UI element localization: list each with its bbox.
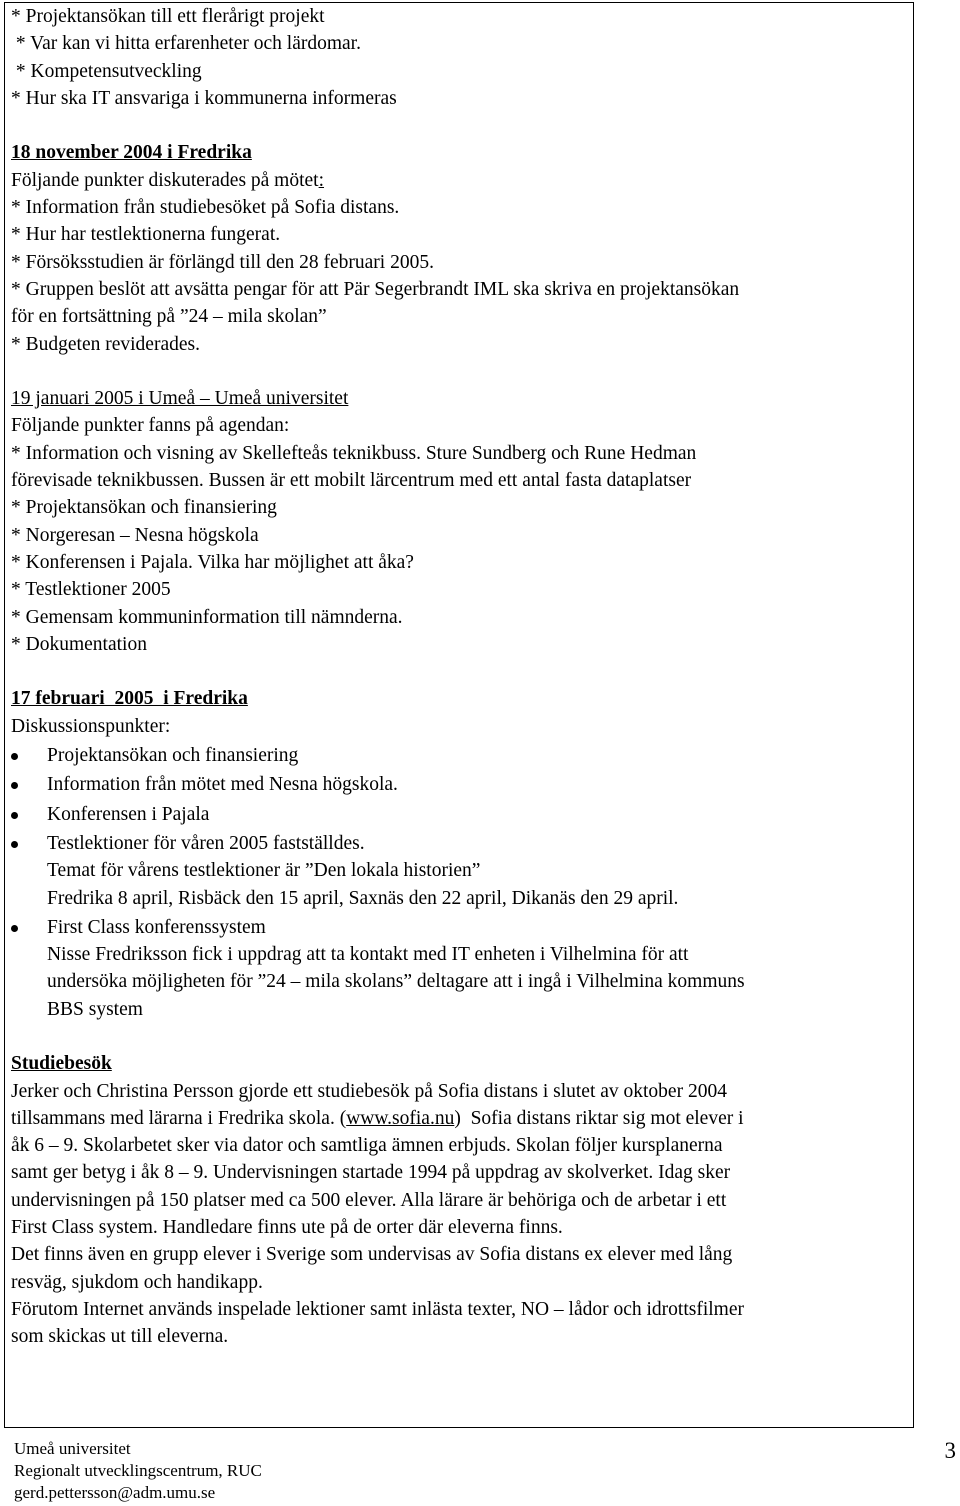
meeting-item: * Gruppen beslöt att avsätta pengar för att Pär Segerbrandt IML ska skriva en projektansökan [11, 278, 740, 300]
study-visit-line: Det finns även en grupp elever i Sverige som undervisas av Sofia distans ex elever med lång [11, 1244, 733, 1266]
discussion-list [11, 742, 906, 1023]
meeting-item: * Försöksstudien är förlängd till den 28 februari 2005. [11, 251, 434, 273]
meeting-intro-colon: : [318, 169, 325, 191]
meeting-item-continuation: förevisade teknikbussen. Bussen är ett mobilt lärcentrum med ett antal fasta dataplatser [11, 470, 692, 492]
meeting-heading-nov-2004: 18 november 2004 i Fredrika [11, 142, 252, 164]
meeting-heading-jan-2005: 19 januari 2005 i Umeå – Umeå universitet [11, 388, 349, 410]
meeting-item: * Information och visning av Skellefteås teknikbuss. Sture Sundberg och Rune Hedman [11, 442, 697, 464]
footer-email[interactable]: gerd.pettersson@adm.umu.se [14, 1483, 216, 1502]
study-visit-line: resväg, sjukdom och handikapp. [11, 1271, 263, 1293]
meeting-intro: Diskussionspunkter: [11, 715, 171, 737]
meeting-item: * Budgeten reviderades. [11, 333, 200, 355]
discussion-item-text: Projektansökan och finansiering [47, 745, 299, 767]
intro-item: * Var kan vi hitta erfarenheter och lärdomar. [11, 33, 361, 55]
bullet-icon [11, 925, 18, 932]
bullet-icon [11, 782, 18, 789]
intro-item: * Projektansökan till ett flerårigt projekt [11, 6, 325, 27]
intro-item: * Hur ska IT ansvariga i kommunerna informeras [11, 87, 397, 109]
discussion-item-text: Konferensen i Pajala [47, 803, 210, 825]
meeting-heading-feb-2005: 17 februari 2005 i Fredrika [11, 688, 248, 710]
meeting-intro: Följande punkter fanns på agendan: [11, 415, 290, 437]
study-visit-line: undervisningen på 150 platser med ca 500 elever. Alla lärare är behöriga och de arbetar i ett [11, 1189, 727, 1211]
discussion-item [11, 830, 906, 912]
meeting-item: * Projektansökan och finansiering [11, 497, 277, 519]
study-visit-line: Förutom Internet används inspelade lektioner samt inlästa texter, NO – lådor och idrottsfilmer [11, 1298, 744, 1320]
meeting-intro [11, 167, 906, 194]
meeting-item: * Konferensen i Pajala. Vilka har möjlighet att åka? [11, 551, 414, 573]
bullet-icon [11, 753, 18, 760]
meeting-item: * Hur har testlektionerna fungerat. [11, 224, 281, 246]
bullet-icon [11, 812, 18, 819]
page-number: 3 [944, 1438, 956, 1463]
study-visit-line: First Class system. Handledare finns ute på de orter där eleverna finns. [11, 1217, 563, 1239]
meeting-item: * Testlektioner 2005 [11, 579, 171, 601]
study-visit-line: åk 6 – 9. Skolarbetet sker via dator och samtliga ämnen erbjuds. Skolan följer kursplanerna [11, 1135, 723, 1157]
discussion-item-text: Nisse Fredriksson fick i uppdrag att ta kontakt med IT enheten i Vilhelmina för att [47, 944, 689, 966]
meeting-item: * Norgeresan – Nesna högskola [11, 524, 259, 546]
sofia-link[interactable]: www.sofia.nu [346, 1107, 455, 1129]
discussion-item-text: undersöka möjligheten för ”24 – mila skolans” deltagare att i ingå i Vilhelmina kommuns [47, 971, 745, 993]
discussion-item [11, 742, 906, 769]
study-visit-text: tillsammans med lärarna i Fredrika skola. ( [11, 1107, 347, 1129]
meeting-intro-text: Följande punkter diskuterades på mötet [11, 169, 319, 191]
study-visit-line: som skickas ut till eleverna. [11, 1326, 229, 1348]
discussion-item-text: BBS system [47, 998, 143, 1020]
discussion-item-text: Information från mötet med Nesna högskola. [47, 774, 398, 796]
footer-unit: Regionalt utvecklingscentrum, RUC [14, 1461, 262, 1480]
intro-item: * Kompetensutveckling [11, 60, 202, 82]
footer-org: Umeå universitet [14, 1439, 131, 1458]
discussion-item-text: Testlektioner för våren 2005 fastställdes. [47, 832, 365, 854]
discussion-item-text: First Class konferenssystem [47, 916, 266, 938]
discussion-item-text: Temat för vårens testlektioner är ”Den lokala historien” [47, 860, 481, 882]
study-visit-line [11, 1105, 906, 1132]
discussion-item [11, 801, 906, 828]
study-visit-line: Jerker och Christina Persson gjorde ett studiebesök på Sofia distans i slutet av oktober 2004 [11, 1080, 727, 1102]
study-visit-line: samt ger betyg i åk 8 – 9. Undervisningen startade 1994 på uppdrag av skolverket. Idag sker [11, 1162, 731, 1184]
document-body [11, 3, 906, 1351]
discussion-item [11, 914, 906, 1023]
meeting-item-continuation: för en fortsättning på ”24 – mila skolan” [11, 306, 327, 328]
meeting-item: * Information från studiebesöket på Sofia distans. [11, 197, 400, 219]
bullet-icon [11, 841, 18, 848]
study-visit-heading: Studiebesök [11, 1053, 112, 1075]
discussion-item-text: Fredrika 8 april, Risbäck den 15 april, Saxnäs den 22 april, Dikanäs den 29 april. [47, 887, 679, 909]
page-footer [14, 1438, 262, 1504]
meeting-item: * Gemensam kommuninformation till nämnderna. [11, 606, 403, 628]
meeting-item: * Dokumentation [11, 633, 147, 655]
discussion-item [11, 771, 906, 798]
study-visit-text: ) Sofia distans riktar sig mot elever i [454, 1107, 744, 1129]
